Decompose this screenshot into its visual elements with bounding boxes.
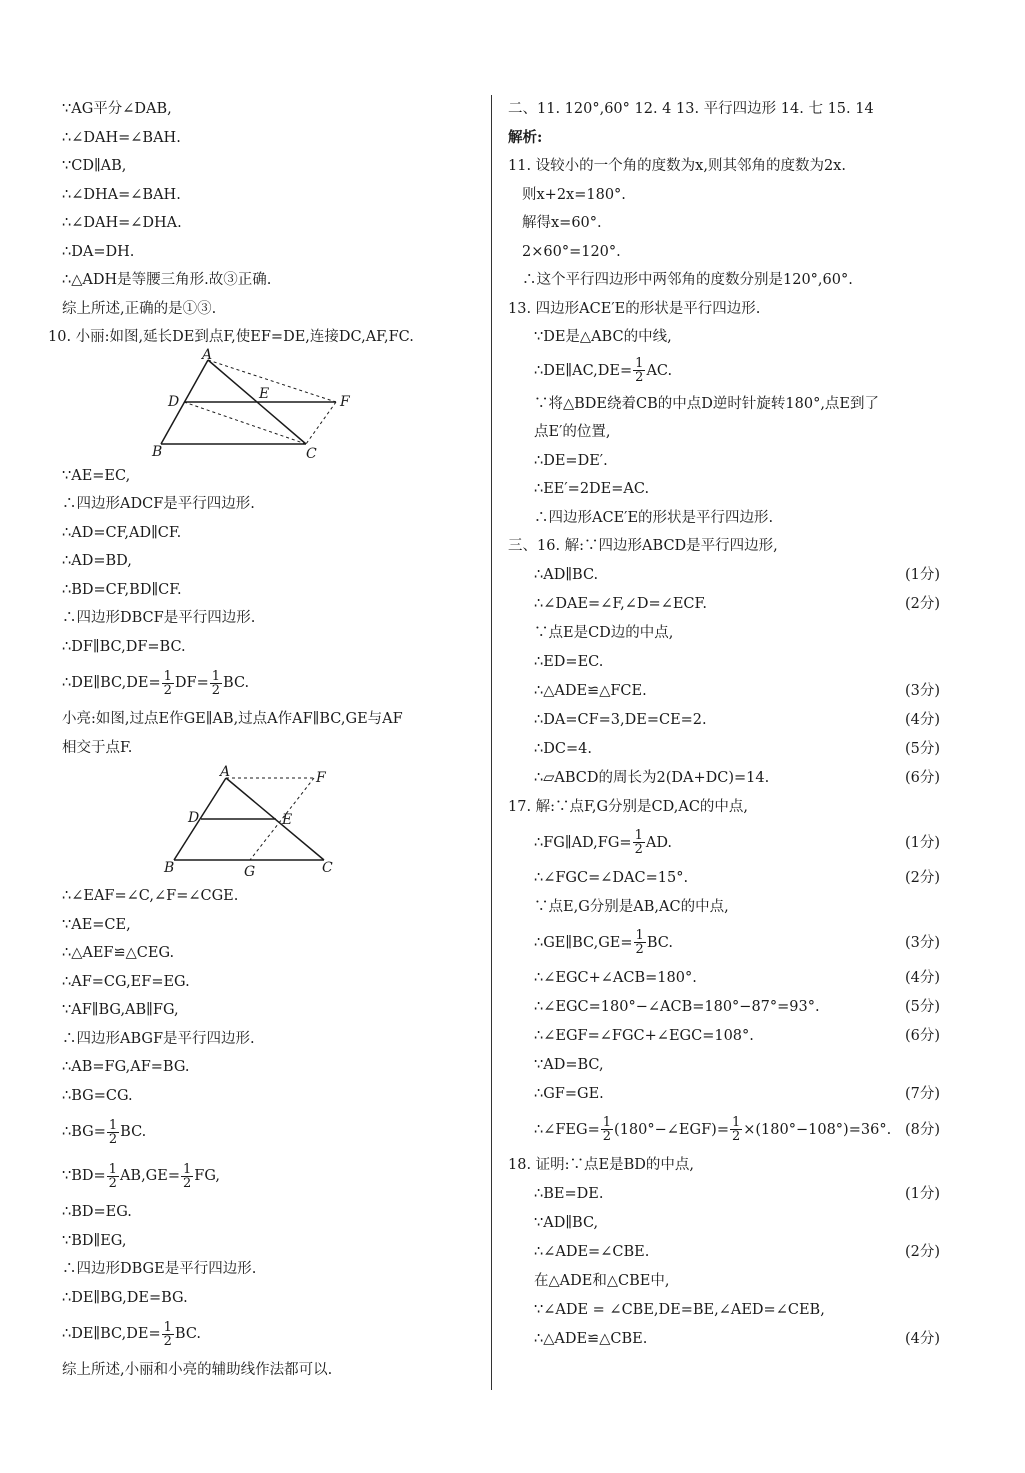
text: ∴GF=GE. bbox=[534, 1085, 604, 1102]
score-mark: (2分) bbox=[904, 869, 940, 886]
denominator: 2 bbox=[634, 842, 643, 857]
text-line: ∵AE=CE, bbox=[62, 916, 131, 933]
text-line bbox=[508, 964, 948, 993]
text-line: ∵DE是△ABC的中线, bbox=[534, 329, 672, 345]
fraction bbox=[107, 1163, 119, 1190]
text-line bbox=[508, 1296, 948, 1325]
text: ∴GE∥BC,GE= bbox=[534, 934, 633, 951]
numerator: 1 bbox=[731, 1115, 741, 1130]
denominator: 2 bbox=[635, 942, 644, 957]
fraction-line bbox=[508, 822, 948, 864]
text-line: 11. 设较小的一个角的度数为x,则其邻角的度数为2x. bbox=[508, 158, 846, 174]
text: AC. bbox=[646, 362, 673, 379]
question-10-intro: 10. 小丽:如图,延长DE到点F,使EF=DE,连接DC,AF,FC. bbox=[48, 329, 414, 345]
score-mark: (4分) bbox=[904, 969, 940, 986]
fraction bbox=[107, 1119, 119, 1146]
fraction bbox=[181, 1163, 193, 1190]
text-line bbox=[508, 764, 948, 793]
left-column bbox=[48, 95, 484, 1385]
text-line: ∴AD=BD, bbox=[62, 553, 132, 569]
text-line: ∵AE=EC, bbox=[62, 467, 131, 484]
text: (180°−∠EGF)= bbox=[614, 1121, 729, 1138]
text-line: ∴△ADH是等腰三角形.故③正确. bbox=[62, 272, 272, 288]
column-divider bbox=[491, 95, 492, 1390]
text-line: ∴DE=DE′. bbox=[534, 452, 608, 469]
fraction bbox=[730, 1116, 742, 1143]
text: ∴FG∥AD,FG= bbox=[534, 834, 632, 851]
text-line: ∴四边形ADCF是平行四边形. bbox=[62, 496, 255, 512]
numerator: 1 bbox=[163, 1319, 172, 1335]
text: ∴▱ABCD的周长为2(DA+DC)=14. bbox=[534, 769, 770, 786]
text: ∴∠EGC+∠ACB=180°. bbox=[534, 969, 697, 986]
text: 18. 证明:∵点E是BD的中点, bbox=[508, 1156, 695, 1173]
numerator: 1 bbox=[211, 668, 221, 684]
denominator: 2 bbox=[211, 682, 221, 698]
score-mark: (8分) bbox=[904, 1121, 940, 1138]
fraction bbox=[633, 357, 645, 384]
numerator: 1 bbox=[163, 668, 172, 684]
text-line bbox=[508, 561, 948, 590]
text: ∴△ADE≌△FCE. bbox=[534, 682, 647, 699]
score-mark: (4分) bbox=[904, 711, 940, 728]
text-line bbox=[508, 1267, 948, 1296]
point-label: F bbox=[316, 770, 326, 786]
fraction bbox=[162, 1321, 174, 1348]
text: ∵AD=BC, bbox=[534, 1056, 604, 1073]
text: ∴∠EGC=180°−∠ACB=180°−87°=93°. bbox=[534, 998, 820, 1015]
denominator: 2 bbox=[635, 370, 644, 385]
text-line: ∴AD=CF,AD∥CF. bbox=[62, 524, 182, 541]
text-line bbox=[508, 1022, 948, 1051]
text: 在△ADE和△CBE中, bbox=[534, 1272, 670, 1289]
score-mark: (1分) bbox=[904, 1185, 940, 1202]
text-line: 解得x=60°. bbox=[522, 215, 602, 231]
score-mark: (1分) bbox=[904, 834, 940, 851]
text: ∴AD∥BC. bbox=[534, 566, 599, 583]
text-line: ∴AF=CG,EF=EG. bbox=[62, 973, 190, 990]
text: ∴DE∥BC,DE= bbox=[62, 1326, 161, 1342]
text: ∵点E是CD边的中点, bbox=[534, 624, 674, 641]
text: ×(180°−108°)=36°. bbox=[743, 1121, 892, 1138]
point-label: D bbox=[188, 810, 200, 826]
numerator: 1 bbox=[108, 1117, 118, 1133]
text-line: 13. 四边形ACE′E的形状是平行四边形. bbox=[508, 300, 761, 317]
score-mark: (2分) bbox=[904, 595, 940, 612]
text-line: ∴四边形DBCF是平行四边形. bbox=[62, 610, 256, 626]
text: ∴∠FEG= bbox=[534, 1121, 600, 1138]
text-line: ∵将△BDE绕着CB的中点D逆时针旋转180°,点E到了 bbox=[534, 395, 880, 412]
text: BC. bbox=[646, 934, 673, 951]
text-line bbox=[508, 648, 948, 677]
text-line: 小亮:如图,过点E作GE∥AB,过点A作AF∥BC,GE与AF bbox=[62, 711, 403, 727]
text-line: ∴DF∥BC,DF=BC. bbox=[62, 638, 186, 655]
fraction-line bbox=[48, 1154, 484, 1198]
text-line: ∴四边形ACE′E的形状是平行四边形. bbox=[534, 509, 774, 526]
score-mark: (6分) bbox=[904, 769, 940, 786]
figure-xiaoli bbox=[152, 346, 376, 462]
point-label: F bbox=[340, 393, 350, 410]
score-mark: (3分) bbox=[904, 682, 940, 699]
text-line: ∴BD=CF,BD∥CF. bbox=[62, 581, 182, 598]
denominator: 2 bbox=[183, 1175, 192, 1191]
denominator: 2 bbox=[602, 1129, 612, 1144]
text: ∴△ADE≌△CBE. bbox=[534, 1330, 648, 1347]
text: ∴DE∥AC,DE= bbox=[534, 362, 633, 379]
text-line: 相交于点F. bbox=[62, 739, 133, 756]
fraction-line bbox=[48, 661, 484, 705]
text-line: ∴∠DAH=∠DHA. bbox=[62, 215, 182, 231]
denominator: 2 bbox=[163, 1333, 172, 1349]
denominator: 2 bbox=[108, 1175, 117, 1191]
text-line: ∴BG=CG. bbox=[62, 1087, 133, 1104]
text-line: ∴∠EAF=∠C,∠F=∠CGE. bbox=[62, 888, 239, 904]
text-line: ∴△AEF≌△CEG. bbox=[62, 945, 175, 961]
point-label: E bbox=[282, 812, 293, 828]
numerator: 1 bbox=[634, 828, 643, 843]
text-line bbox=[508, 619, 948, 648]
fraction bbox=[210, 670, 222, 697]
text-line: ∴∠DHA=∠BAH. bbox=[62, 186, 181, 203]
denominator: 2 bbox=[163, 682, 172, 698]
text: BC. bbox=[223, 675, 250, 691]
text-line: ∴四边形ABGF是平行四边形. bbox=[62, 1030, 255, 1047]
text: ∴ED=EC. bbox=[534, 653, 604, 670]
fraction bbox=[601, 1116, 613, 1143]
numerator: 1 bbox=[602, 1115, 612, 1130]
text-line bbox=[508, 706, 948, 735]
score-mark: (2分) bbox=[904, 1243, 940, 1260]
point-label: A bbox=[220, 764, 231, 780]
text: ∴DC=4. bbox=[534, 740, 592, 757]
point-label: D bbox=[168, 393, 180, 410]
score-mark: (1分) bbox=[904, 566, 940, 583]
text: ∴∠FGC=∠DAC=15°. bbox=[534, 869, 689, 886]
text-line: ∴BD=EG. bbox=[62, 1204, 132, 1220]
fraction bbox=[162, 670, 174, 697]
point-label: B bbox=[164, 860, 175, 876]
point-label: C bbox=[322, 860, 333, 876]
text-line bbox=[508, 1325, 948, 1354]
summary-line: 综上所述,小丽和小亮的辅助线作法都可以. bbox=[62, 1362, 333, 1378]
analysis-label: 解析: bbox=[508, 128, 543, 146]
text: BC. bbox=[174, 1326, 202, 1342]
text-line: ∴AB=FG,AF=BG. bbox=[62, 1059, 190, 1075]
text-line: ∴∠DAH=∠BAH. bbox=[62, 129, 181, 146]
numerator: 1 bbox=[635, 928, 644, 943]
text-line: ∵AG平分∠DAB, bbox=[62, 101, 172, 117]
text-line: ∴DA=DH. bbox=[62, 243, 135, 260]
text: ∴∠EGF=∠FGC+∠EGC=108°. bbox=[534, 1027, 754, 1044]
text-line: 17. 解:∵点F,G分别是CD,AC的中点, bbox=[508, 798, 749, 815]
right-column bbox=[508, 95, 948, 1354]
text: ∴DA=CF=3,DE=CE=2. bbox=[534, 711, 707, 728]
text-line: ∴这个平行四边形中两邻角的度数分别是120°,60°. bbox=[522, 272, 853, 288]
text: ∵AD∥BC, bbox=[534, 1214, 599, 1231]
text-line bbox=[508, 1051, 948, 1080]
fraction-line bbox=[508, 1109, 948, 1151]
text: FG, bbox=[194, 1168, 221, 1184]
fraction-line bbox=[508, 922, 948, 964]
text: BC. bbox=[120, 1124, 147, 1140]
score-mark: (4分) bbox=[904, 1330, 940, 1347]
text-line bbox=[508, 1209, 948, 1238]
point-label: A bbox=[202, 346, 213, 363]
fraction-line bbox=[508, 352, 948, 390]
text-line bbox=[508, 735, 948, 764]
text-line: ∴四边形DBGE是平行四边形. bbox=[62, 1261, 257, 1277]
text-line bbox=[508, 864, 948, 893]
score-mark: (6分) bbox=[904, 1027, 940, 1044]
numerator: 1 bbox=[635, 356, 644, 371]
text-line: ∵BD∥EG, bbox=[62, 1232, 127, 1249]
numerator: 1 bbox=[108, 1161, 117, 1177]
fraction bbox=[633, 829, 645, 856]
text-line: ∵点E,G分别是AB,AC的中点, bbox=[534, 898, 729, 915]
text-line bbox=[508, 1238, 948, 1267]
point-label: B bbox=[152, 443, 163, 460]
text-line bbox=[508, 993, 948, 1022]
text: DF= bbox=[174, 675, 209, 691]
point-label: C bbox=[306, 445, 317, 462]
score-mark: (5分) bbox=[904, 740, 940, 757]
figure-xiaoliang bbox=[156, 764, 376, 882]
summary-line: 综上所述,正确的是①③. bbox=[62, 300, 217, 317]
text-line bbox=[508, 590, 948, 619]
fraction-line bbox=[48, 1312, 484, 1356]
text-line: ∵AF∥BG,AB∥FG, bbox=[62, 1002, 179, 1018]
text-line: ∵CD∥AB, bbox=[62, 158, 127, 174]
text-line bbox=[508, 1080, 948, 1109]
text-line bbox=[508, 1151, 948, 1180]
text-line bbox=[508, 677, 948, 706]
denominator: 2 bbox=[108, 1131, 118, 1147]
text: ∴BE=DE. bbox=[534, 1185, 604, 1202]
text: ∴∠DAE=∠F,∠D=∠ECF. bbox=[534, 595, 707, 612]
answer-header: 二、11. 120°,60° 12. 4 13. 平行四边形 14. 七 15. 14 bbox=[508, 101, 874, 117]
text: ∵BD= bbox=[62, 1168, 106, 1184]
text-line: 三、16. 解:∵四边形ABCD是平行四边形, bbox=[508, 538, 778, 554]
point-label: E bbox=[259, 385, 270, 402]
text: ∴DE∥BC,DE= bbox=[62, 675, 161, 691]
score-mark: (3分) bbox=[904, 934, 940, 951]
text-line: ∴DE∥BG,DE=BG. bbox=[62, 1289, 188, 1306]
denominator: 2 bbox=[731, 1129, 741, 1144]
text-line: 则x+2x=180°. bbox=[522, 186, 626, 203]
numerator: 1 bbox=[183, 1161, 192, 1177]
text: AB,GE= bbox=[119, 1168, 180, 1184]
text-line: 点E′的位置, bbox=[534, 424, 611, 440]
score-mark: (5分) bbox=[904, 998, 940, 1015]
text: ∴BG= bbox=[62, 1124, 106, 1140]
text-line bbox=[508, 1180, 948, 1209]
point-label: G bbox=[244, 864, 256, 880]
text-line: ∴EE′=2DE=AC. bbox=[534, 481, 650, 497]
score-mark: (7分) bbox=[904, 1085, 940, 1102]
text: AD. bbox=[645, 834, 673, 851]
text: ∴∠ADE=∠CBE. bbox=[534, 1243, 650, 1260]
text-line: 2×60°=120°. bbox=[522, 243, 621, 260]
fraction bbox=[634, 929, 646, 956]
fraction-line bbox=[48, 1110, 484, 1154]
text: ∵∠ADE = ∠CBE,DE=BE,∠AED=∠CEB, bbox=[534, 1301, 825, 1318]
